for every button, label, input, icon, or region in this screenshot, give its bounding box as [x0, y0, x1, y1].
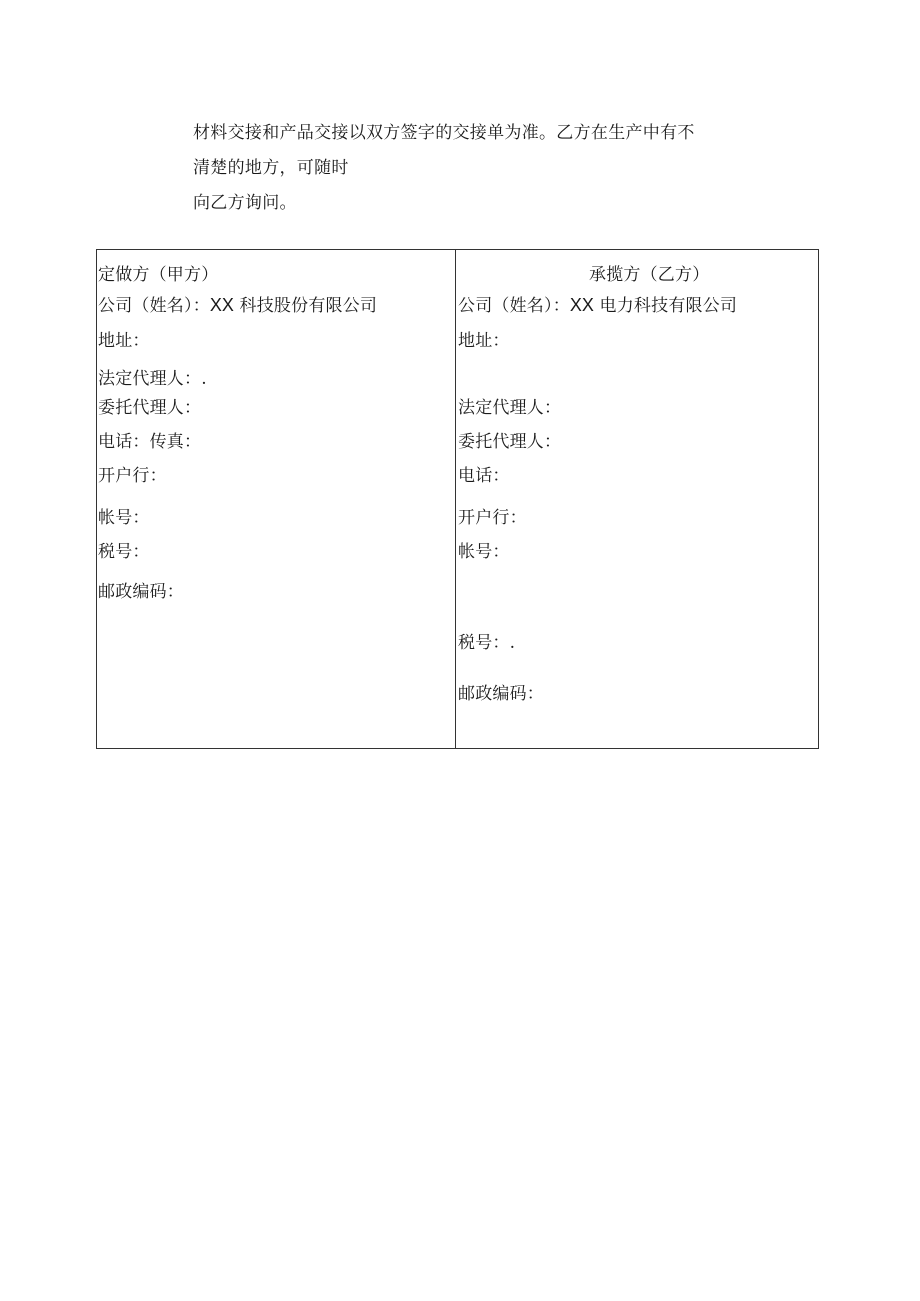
paragraph-line-2: 清楚的地方，可随时	[193, 158, 349, 178]
party-a-address: 地址：	[98, 331, 150, 351]
party-a-legal-rep: 法定代理人：.	[98, 369, 207, 389]
party-a-postal-code: 邮政编码：	[98, 582, 184, 602]
party-a-agent: 委托代理人：	[98, 398, 202, 418]
paragraph-line-3: 向乙方询问。	[193, 193, 297, 213]
party-b-company	[458, 294, 737, 317]
party-a-company-name: 科技股份有限公司	[239, 296, 378, 316]
party-a-phone-fax: 电话：传真：	[98, 432, 202, 452]
party-a-tax-no: 税号：	[98, 542, 150, 562]
column-divider	[455, 250, 456, 748]
party-a-account: 帐号：	[98, 508, 150, 528]
party-b-company-name: 电力科技有限公司	[599, 296, 738, 316]
party-b-heading: 承揽方（乙方）	[589, 265, 710, 285]
party-b-bank: 开户行：	[458, 508, 527, 528]
party-a-company-xx: XX	[209, 295, 234, 315]
paragraph-line-1: 材料交接和产品交接以双方签字的交接单为准。乙方在生产中有不	[193, 123, 695, 143]
party-b-company-label: 公司（姓名）：	[458, 296, 570, 316]
party-b-postal-code: 邮政编码：	[458, 684, 544, 704]
party-b-legal-rep: 法定代理人：	[458, 398, 562, 418]
party-a-heading: 定做方（甲方）	[98, 265, 219, 285]
signature-table	[96, 249, 819, 749]
party-a-bank: 开户行：	[98, 466, 167, 486]
party-b-agent: 委托代理人：	[458, 432, 562, 452]
party-b-tax-no: 税号：.	[458, 633, 516, 653]
party-b-address: 地址：	[458, 331, 510, 351]
party-a-company	[98, 294, 377, 317]
party-b-company-xx: XX	[569, 295, 594, 315]
contract-paragraph	[193, 116, 753, 221]
party-b-phone: 电话：	[458, 466, 510, 486]
party-b-account: 帐号：	[458, 542, 510, 562]
party-a-company-label: 公司（姓名）：	[98, 296, 210, 316]
